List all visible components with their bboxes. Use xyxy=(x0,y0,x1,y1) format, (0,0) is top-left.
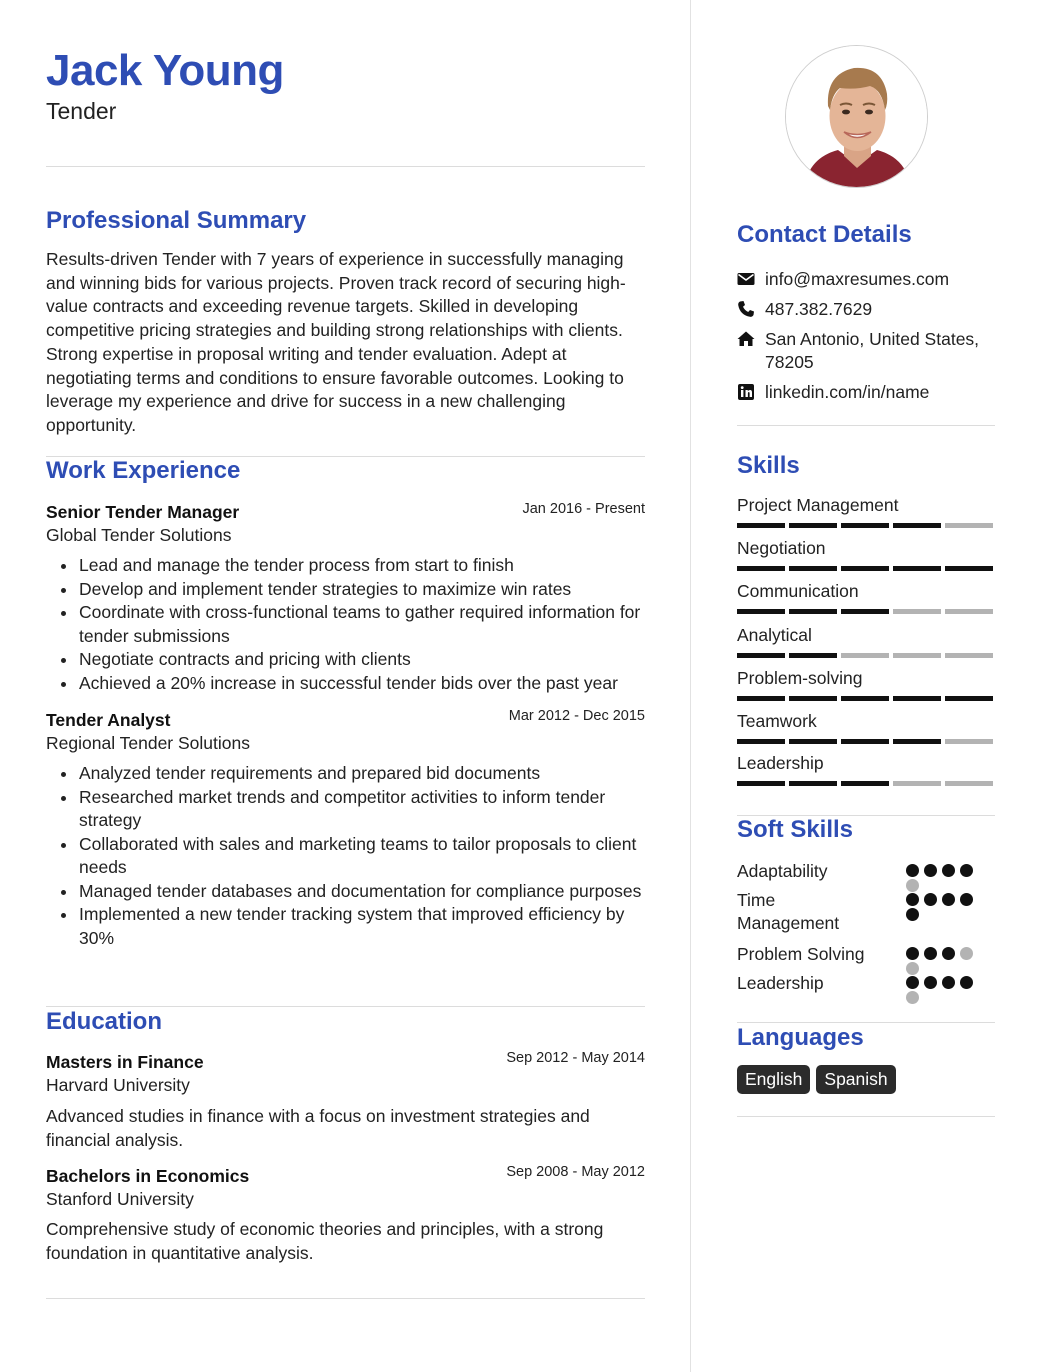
skill-level-segment xyxy=(893,653,941,658)
skill-level-segment xyxy=(841,653,889,658)
degree-description: Advanced studies in finance with a focus on investment strategies and financial analysis. xyxy=(46,1106,590,1150)
job-bullet: Achieved a 20% increase in successful tender bids over the past year xyxy=(46,672,645,696)
skill-level-segment xyxy=(789,739,837,744)
skill-level-segment xyxy=(841,566,889,571)
language-tag: Spanish xyxy=(816,1065,895,1094)
language-tags xyxy=(737,1065,896,1094)
job-company: Global Tender Solutions xyxy=(46,525,232,545)
skill-level-segment xyxy=(737,781,785,786)
rating-dot xyxy=(906,976,919,989)
rating-dot xyxy=(942,976,955,989)
soft-skill-label: Problem Solving xyxy=(737,944,865,964)
job-bullet: Coordinate with cross-functional teams to gather required information for tender submissions xyxy=(46,601,645,648)
job-bullet: Implemented a new tender tracking system that improved efficiency by 30% xyxy=(46,903,645,950)
skill-label: Project Management xyxy=(737,495,899,515)
rating-dot xyxy=(924,893,937,906)
skill-level-bar xyxy=(737,653,993,658)
skill-level-segment xyxy=(841,523,889,528)
job-bullet: Collaborated with sales and marketing teams to tailor proposals to client needs xyxy=(46,833,645,880)
skill-level-segment xyxy=(789,653,837,658)
contact-address xyxy=(737,328,995,376)
school-name: Stanford University xyxy=(46,1189,194,1209)
skill-level-segment xyxy=(737,609,785,614)
skill-level-segment xyxy=(893,523,941,528)
rating-dot xyxy=(942,893,955,906)
rating-dot xyxy=(960,976,973,989)
rating-dot xyxy=(906,864,919,877)
degree-description: Comprehensive study of economic theories and principles, with a strong foundation in quantitative analysis. xyxy=(46,1219,604,1263)
skill-level-segment xyxy=(841,696,889,701)
skills-title: Skills xyxy=(737,452,800,479)
soft-skills-divider xyxy=(737,1022,995,1023)
skill-level-segment xyxy=(789,609,837,614)
skill-level-segment xyxy=(737,523,785,528)
linkedin-icon xyxy=(737,383,755,401)
skill-level-segment xyxy=(737,696,785,701)
job-bullets xyxy=(46,554,645,695)
skill-level-segment xyxy=(945,566,993,571)
summary-text: Results-driven Tender with 7 years of experience in successfully managing and winning bids for various projects. Proven track record of securing high-value contracts and exceeding revenue targets. Skilled in developing competitive pricing strategies and building strong relationships with clients. Strong expertise in proposal writing and tender evaluation. Adept at negotiating terms and conditions to ensure favorable outcomes. Looking to leverage my experience and drive for success in a new challenging opportunity. xyxy=(46,249,626,435)
linkedin-text[interactable]: linkedin.com/in/name xyxy=(765,382,930,402)
contact-linkedin xyxy=(737,381,995,405)
skill-level-segment xyxy=(737,739,785,744)
contact-phone xyxy=(737,298,995,322)
candidate-role: Tender xyxy=(46,98,117,124)
skill-label: Negotiation xyxy=(737,538,826,558)
contact-title: Contact Details xyxy=(737,221,912,248)
school-name: Harvard University xyxy=(46,1075,190,1095)
skill-level-segment xyxy=(841,781,889,786)
email-text[interactable]: info@maxresumes.com xyxy=(765,269,950,289)
degree-date: Sep 2012 - May 2014 xyxy=(506,1050,645,1066)
soft-skill-rating xyxy=(906,864,981,892)
skill-level-segment xyxy=(789,523,837,528)
skill-level-segment xyxy=(737,653,785,658)
skill-level-segment xyxy=(893,781,941,786)
avatar-icon xyxy=(786,46,928,188)
job-company: Regional Tender Solutions xyxy=(46,733,250,753)
languages-divider xyxy=(737,1116,995,1117)
skill-level-segment xyxy=(841,739,889,744)
rating-dot xyxy=(960,864,973,877)
home-icon xyxy=(737,330,755,348)
experience-title: Work Experience xyxy=(46,457,241,484)
header-divider xyxy=(46,166,645,167)
soft-skill-rating xyxy=(906,947,981,975)
job-title: Senior Tender Manager xyxy=(46,502,240,522)
job-bullet: Researched market trends and competitor activities to inform tender strategy xyxy=(46,786,645,833)
skill-level-bar xyxy=(737,696,993,701)
soft-skills-title: Soft Skills xyxy=(737,816,854,843)
skill-label: Communication xyxy=(737,581,859,601)
rating-dot xyxy=(906,962,919,975)
skill-level-bar xyxy=(737,781,993,786)
degree-title: Bachelors in Economics xyxy=(46,1166,250,1186)
rating-dot xyxy=(924,976,937,989)
rating-dot xyxy=(942,947,955,960)
job-date: Mar 2012 - Dec 2015 xyxy=(508,708,645,724)
skill-level-segment xyxy=(789,566,837,571)
rating-dot xyxy=(960,947,973,960)
job-bullet: Develop and implement tender strategies to maximize win rates xyxy=(46,578,645,602)
skill-label: Problem-solving xyxy=(737,668,863,688)
job-bullet: Analyzed tender requirements and prepared bid documents xyxy=(46,762,645,786)
contact-email xyxy=(737,268,995,292)
skill-level-segment xyxy=(945,739,993,744)
skill-level-bar xyxy=(737,739,993,744)
rating-dot xyxy=(942,864,955,877)
phone-icon xyxy=(737,300,755,318)
skill-level-segment xyxy=(737,566,785,571)
skill-label: Analytical xyxy=(737,625,812,645)
rating-dot xyxy=(924,864,937,877)
education-divider xyxy=(46,1298,645,1299)
skill-label: Teamwork xyxy=(737,711,817,731)
degree-title: Masters in Finance xyxy=(46,1052,204,1072)
soft-skill-rating xyxy=(906,893,981,921)
experience-divider xyxy=(46,1006,645,1007)
skill-level-segment xyxy=(945,523,993,528)
rating-dot xyxy=(906,991,919,1004)
column-divider xyxy=(690,0,691,1372)
job-bullets xyxy=(46,762,645,950)
skill-level-segment xyxy=(945,609,993,614)
job-date: Jan 2016 - Present xyxy=(522,501,645,517)
soft-skill-rating xyxy=(906,976,981,1004)
education-title: Education xyxy=(46,1008,163,1035)
rating-dot xyxy=(906,879,919,892)
skill-level-segment xyxy=(945,653,993,658)
skill-level-bar xyxy=(737,566,993,571)
soft-skill-label: Leadership xyxy=(737,973,824,993)
rating-dot xyxy=(960,893,973,906)
soft-skill-label: Time Management xyxy=(737,890,840,933)
skill-level-segment xyxy=(893,609,941,614)
skill-level-segment xyxy=(789,781,837,786)
skill-level-segment xyxy=(841,609,889,614)
contact-divider xyxy=(737,425,995,426)
address-text: San Antonio, United States, 78205 xyxy=(765,329,980,372)
skill-level-segment xyxy=(893,739,941,744)
skill-level-segment xyxy=(893,696,941,701)
candidate-name: Jack Young xyxy=(46,46,284,95)
degree-date: Sep 2008 - May 2012 xyxy=(506,1164,645,1180)
skill-level-segment xyxy=(789,696,837,701)
job-bullet: Managed tender databases and documentation for compliance purposes xyxy=(46,880,645,904)
skill-level-bar xyxy=(737,609,993,614)
skill-level-segment xyxy=(945,696,993,701)
job-bullet: Lead and manage the tender process from start to finish xyxy=(46,554,645,578)
skill-label: Leadership xyxy=(737,753,824,773)
skill-level-segment xyxy=(945,781,993,786)
rating-dot xyxy=(924,947,937,960)
summary-title: Professional Summary xyxy=(46,207,307,234)
skill-level-segment xyxy=(893,566,941,571)
phone-text[interactable]: 487.382.7629 xyxy=(765,299,873,319)
rating-dot xyxy=(906,893,919,906)
skill-level-bar xyxy=(737,523,993,528)
languages-title: Languages xyxy=(737,1024,864,1051)
rating-dot xyxy=(906,947,919,960)
envelope-icon xyxy=(737,270,755,288)
profile-photo xyxy=(785,45,928,188)
job-title: Tender Analyst xyxy=(46,710,171,730)
soft-skill-label: Adaptability xyxy=(737,861,828,881)
rating-dot xyxy=(906,908,919,921)
language-tag: English xyxy=(737,1065,810,1094)
job-bullet: Negotiate contracts and pricing with clients xyxy=(46,648,645,672)
